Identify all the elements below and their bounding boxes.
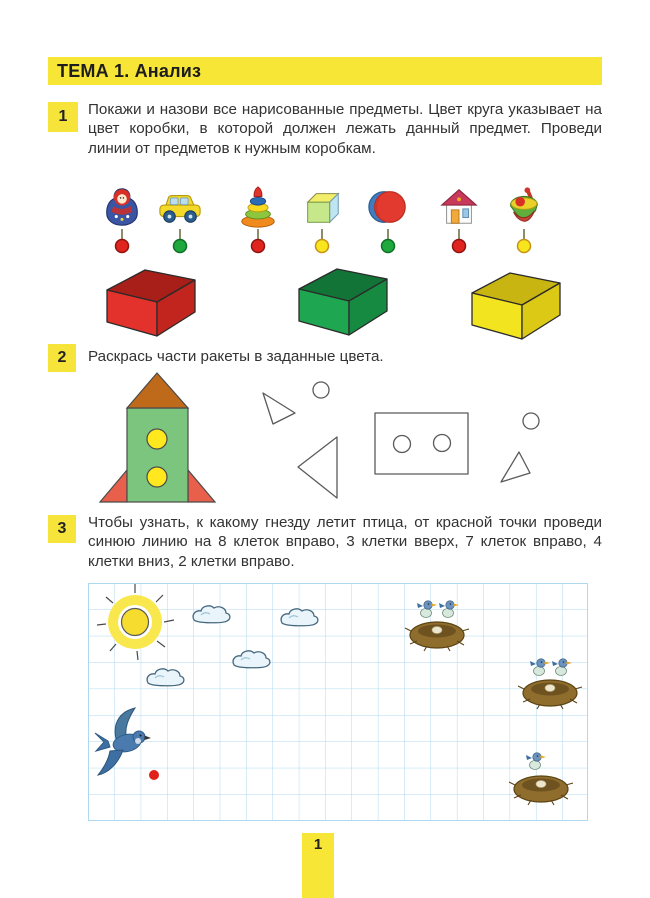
outline-triangle-large[interactable] (298, 437, 337, 498)
rocket-sample (100, 373, 215, 502)
page-number: 1 (313, 836, 323, 853)
red-start-dot[interactable] (149, 770, 159, 780)
cube-icon (299, 185, 345, 229)
outline-triangle-small-2[interactable] (501, 452, 530, 482)
box-yellow[interactable] (472, 273, 560, 339)
color-dot-green[interactable] (380, 238, 396, 254)
task-2-text: Раскрась части ракеты в заданные цвета. (88, 348, 384, 365)
task-3-badge (48, 515, 76, 543)
outline-rectangle[interactable] (375, 413, 468, 474)
task-1-number: 1 (58, 108, 68, 125)
ball-icon (365, 185, 411, 229)
house-icon (436, 185, 482, 229)
outline-circle-2[interactable] (523, 413, 539, 429)
toy-matryoshka[interactable] (94, 185, 150, 254)
box-red[interactable] (107, 270, 195, 336)
color-dot-yellow[interactable] (516, 238, 532, 254)
spinning-top-icon (501, 185, 547, 229)
figure-boxes-row (88, 258, 568, 343)
figure-grid-scene[interactable] (88, 583, 588, 821)
figure-rocket (88, 371, 558, 511)
color-dot-red[interactable] (250, 238, 266, 254)
color-dot-yellow[interactable] (314, 238, 330, 254)
task-3-text: Чтобы узнать, к какому гнезду летит птица, от красной точки проведи синюю линию на 8 клеток вправо, 3 клетки вверх, 7 клеток вправо, 4 клетки вниз, 2 клетки вправо. (88, 514, 602, 570)
grid-lines (88, 583, 588, 821)
rocket-window-top (147, 429, 167, 449)
task-2-badge (48, 344, 76, 372)
toy-cube[interactable] (294, 185, 350, 254)
rocket-fin-left (100, 470, 127, 502)
outline-window-circle-1[interactable] (394, 436, 411, 453)
box-green[interactable] (299, 269, 387, 335)
pyramid-toy-icon (235, 185, 281, 229)
rocket-outline-parts (263, 382, 539, 498)
toy-spinning-top[interactable] (496, 185, 552, 254)
toy-pyramid[interactable] (230, 185, 286, 254)
rocket-body (127, 408, 188, 502)
rocket-window-bottom (147, 467, 167, 487)
toy-house[interactable] (431, 185, 487, 254)
color-dot-red[interactable] (451, 238, 467, 254)
color-dot-green[interactable] (172, 238, 188, 254)
toy-car[interactable] (152, 185, 208, 254)
task-3-number: 3 (57, 520, 67, 537)
color-dot-red[interactable] (114, 238, 130, 254)
topic-header-label: ТЕМА 1. Анализ (57, 60, 202, 81)
task-1-badge (48, 102, 78, 132)
matryoshka-icon (99, 185, 145, 229)
toy-ball[interactable] (360, 185, 416, 254)
task-1-text: Покажи и назови все нарисованные предметы. Цвет круга указывает на цвет коробки, в которой должен лежать данный предмет. Проведи линии от предметов к нужным коробкам. (88, 101, 602, 157)
topic-header (48, 57, 602, 85)
outline-triangle-small-1[interactable] (263, 393, 295, 424)
page-number-badge (302, 833, 334, 898)
car-icon (155, 185, 205, 229)
task-2-number: 2 (57, 349, 67, 366)
outline-window-circle-2[interactable] (434, 435, 451, 452)
outline-circle-1[interactable] (313, 382, 329, 398)
rocket-fin-right (188, 470, 215, 502)
rocket-nose (127, 373, 188, 408)
figure-toys-row (88, 185, 558, 251)
